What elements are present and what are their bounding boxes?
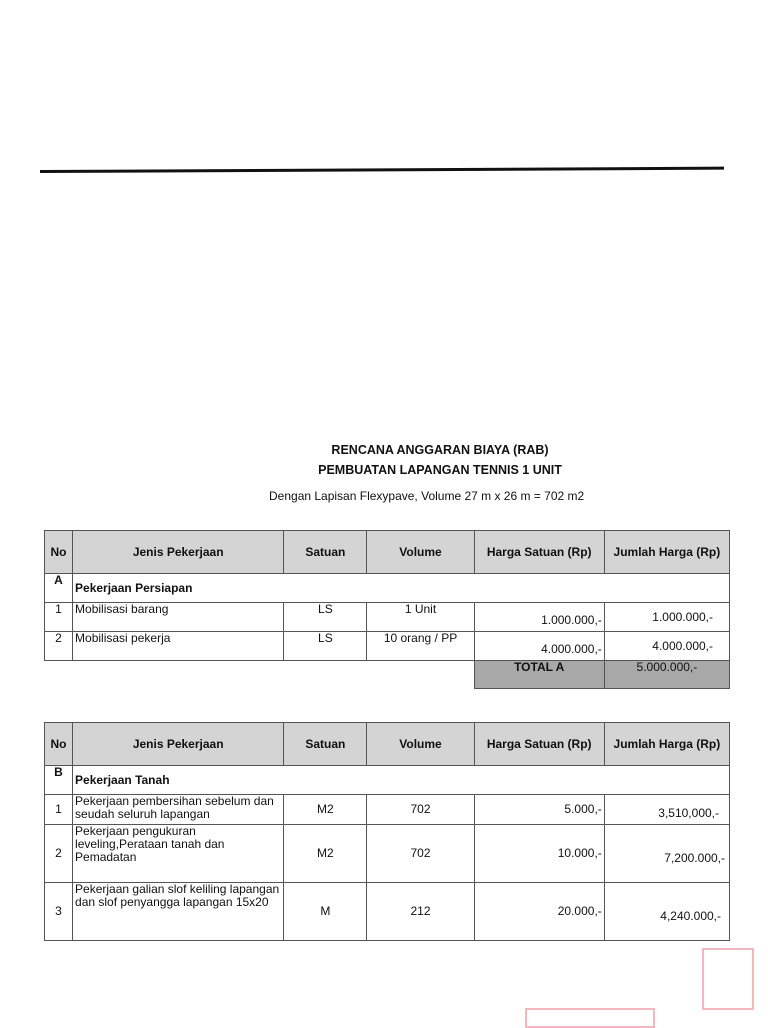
total-label: TOTAL A (474, 661, 604, 689)
row-jumlah: 4.000.000,- (604, 632, 729, 661)
row-jumlah: 3,510,000,- (604, 795, 729, 825)
col-jumlah-harga: Jumlah Harga (Rp) (604, 723, 729, 766)
col-satuan: Satuan (284, 531, 367, 574)
table-row (45, 603, 730, 632)
col-jumlah-harga: Jumlah Harga (Rp) (604, 531, 729, 574)
decorative-frame (702, 948, 754, 1010)
row-jumlah: 4,240.000,- (604, 883, 729, 941)
col-satuan: Satuan (284, 723, 367, 766)
row-no: 2 (45, 632, 73, 661)
row-no: 1 (45, 795, 73, 825)
row-harga: 4.000.000,- (474, 632, 604, 661)
table-section-b (44, 722, 730, 941)
row-no: 3 (45, 883, 73, 941)
table-row (45, 825, 730, 883)
col-volume: Volume (367, 531, 474, 574)
document-title: RENCANA ANGGARAN BIAYA (RAB) (331, 443, 549, 457)
col-volume: Volume (367, 723, 474, 766)
section-name: Pekerjaan Persiapan (73, 574, 730, 603)
decorative-frame-bottom (525, 1008, 655, 1028)
row-satuan: LS (284, 632, 367, 661)
row-satuan: LS (284, 603, 367, 632)
col-jenis: Jenis Pekerjaan (73, 723, 284, 766)
header-rule (40, 167, 724, 173)
row-volume: 10 orang / PP (367, 632, 474, 661)
row-jenis: Pekerjaan pembersihan sebelum dan seudah seluruh lapangan (73, 795, 284, 825)
col-harga-satuan: Harga Satuan (Rp) (474, 723, 604, 766)
row-no: 2 (45, 825, 73, 883)
table-row (45, 795, 730, 825)
col-harga-satuan: Harga Satuan (Rp) (474, 531, 604, 574)
table-row (45, 883, 730, 941)
table-row (45, 632, 730, 661)
table-section-a (44, 530, 730, 689)
col-no: No (45, 531, 73, 574)
row-jenis: Mobilisasi pekerja (73, 632, 284, 661)
document-subtitle-title: PEMBUATAN LAPANGAN TENNIS 1 UNIT (318, 463, 562, 477)
row-harga: 5.000,- (474, 795, 604, 825)
row-jumlah: 1.000.000,- (604, 603, 729, 632)
row-volume: 212 (367, 883, 474, 941)
row-volume: 702 (367, 795, 474, 825)
row-jenis: Pekerjaan pengukuran leveling,Perataan tanah dan Pemadatan (73, 825, 284, 883)
section-name: Pekerjaan Tanah (73, 766, 730, 795)
row-harga: 1.000.000,- (474, 603, 604, 632)
section-code: B (45, 766, 73, 795)
row-harga: 10.000,- (474, 825, 604, 883)
row-harga: 20.000,- (474, 883, 604, 941)
row-satuan: M2 (284, 825, 367, 883)
table-header-row (45, 723, 730, 766)
row-no: 1 (45, 603, 73, 632)
row-jenis: Pekerjaan galian slof keliling lapangan dan slof penyangga lapangan 15x20 (73, 883, 284, 941)
row-jumlah: 7,200.000,- (604, 825, 729, 883)
table-header-row (45, 531, 730, 574)
document-description: Dengan Lapisan Flexypave, Volume 27 m x 26 m = 702 m2 (269, 489, 585, 503)
col-no: No (45, 723, 73, 766)
row-satuan: M (284, 883, 367, 941)
col-jenis: Jenis Pekerjaan (73, 531, 284, 574)
row-satuan: M2 (284, 795, 367, 825)
row-volume: 1 Unit (367, 603, 474, 632)
section-code: A (45, 574, 73, 603)
row-jenis: Mobilisasi barang (73, 603, 284, 632)
section-row (45, 574, 730, 603)
row-volume: 702 (367, 825, 474, 883)
total-row (45, 661, 730, 689)
total-value: 5.000.000,- (604, 661, 729, 689)
section-row (45, 766, 730, 795)
